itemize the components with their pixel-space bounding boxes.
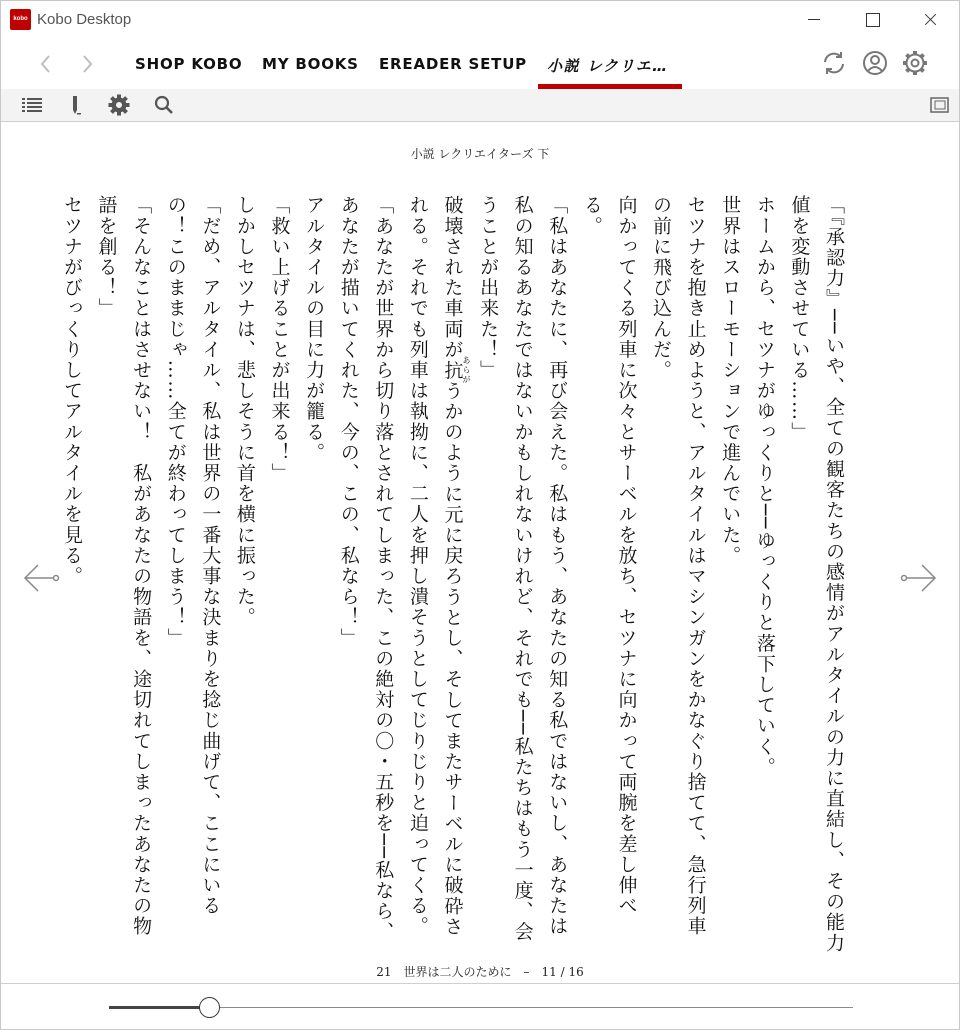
account-icon[interactable]	[860, 48, 890, 78]
progress-slider-track[interactable]	[109, 1007, 853, 1008]
paragraph: 「私はあなたに、再び会えた。私はもう、あなたの知る私ではないし、あなたは私の知るあなたではないかもしれないけれど、それでも──私たちはもう一度、会うことが出来た！」	[477, 195, 569, 943]
search-icon[interactable]	[152, 93, 176, 117]
book-page-text	[60, 195, 851, 955]
kobo-logo-icon: kobo	[10, 9, 31, 30]
paragraph: アルタイルの目に力が籠る。	[303, 195, 326, 463]
settings-gear-icon[interactable]	[900, 48, 930, 78]
reading-toolbar	[1, 89, 959, 122]
tab-current-book[interactable]: 小説 レクリエ…	[547, 57, 669, 75]
book-running-header: 小説 レクリエイターズ 下	[410, 147, 550, 161]
previous-page-icon[interactable]	[21, 561, 61, 595]
reading-area[interactable]	[1, 123, 959, 983]
paragraph: 破壊された車両が抗あらがうかのように元に戻ろうとし、そしてまたサーベルに破砕される。それでも列車は執拗に、二人を押し潰そうとしてじりじりと迫ってくる。	[406, 195, 471, 937]
forward-arrow-icon[interactable]	[77, 53, 97, 75]
paragraph: セツナを抱き止めようと、アルタイルはマシンガンをかなぐり捨てて、急行列車の前に飛び込んだ。	[650, 195, 707, 937]
paragraph: セツナがびっくりしてアルタイルを見る。	[60, 195, 83, 587]
paragraph: 「救い上げることが出来る！」	[268, 195, 291, 484]
paragraph: しかしセツナは、悲しそうに首を横に振った。	[233, 195, 256, 628]
paragraph: 向かってくる列車に次々とサーベルを放ち、セツナに向かって両腕を差し伸べる。	[580, 195, 638, 916]
next-page-icon[interactable]	[899, 561, 939, 595]
progress-bar-area	[1, 983, 959, 1029]
tab-shop-kobo[interactable]: SHOP KOBO	[135, 55, 243, 73]
close-button[interactable]	[901, 1, 959, 39]
paragraph: 「あなたが世界から切り落とされてしまった、この絶対の〇・五秒を──私なら、あなたが描いてくれた、今の、この、私なら！」	[337, 195, 395, 943]
paragraph: 「『承認力』──いや、全ての観客たちの感情がアルタイルの力に直結し、その能力値を変動させている……」	[788, 195, 845, 954]
tab-my-books[interactable]: MY BOOKS	[262, 55, 359, 73]
sync-icon[interactable]	[819, 48, 849, 78]
progress-slider-thumb[interactable]	[199, 997, 220, 1018]
fullscreen-icon[interactable]	[927, 93, 951, 117]
tab-ereader-setup[interactable]: EREADER SETUP	[379, 55, 527, 73]
table-of-contents-icon[interactable]	[20, 93, 44, 117]
back-arrow-icon[interactable]	[36, 53, 56, 75]
paragraph: 「そんなことはさせない！ 私があなたの物語を、途切れてしまったあなたの物語を創る！」	[95, 195, 153, 937]
chapter-page-indicator: 21 世界は二人のために – 11 / 16	[376, 965, 584, 979]
minimize-button[interactable]	[785, 1, 843, 39]
progress-slider-fill	[109, 1006, 209, 1009]
title-bar	[1, 1, 959, 39]
reading-settings-gear-icon[interactable]	[107, 93, 131, 117]
paragraph: 「だめ、アルタイル、私は世界の一番大事な決まりを捻じ曲げて、ここにいるの！このままじゃ……全てが終わってしまう！」	[164, 195, 222, 916]
window-title: Kobo Desktop	[37, 11, 132, 28]
main-nav	[1, 39, 959, 89]
ruby-annotation: 抗あらが	[441, 355, 471, 385]
paragraph: ホームから、セツナがゆっくりと──ゆっくりと落下していく。	[753, 195, 776, 778]
maximize-button[interactable]	[843, 1, 901, 39]
annotations-pen-icon[interactable]	[63, 93, 87, 117]
paragraph: 世界はスローモーションで進んでいた。	[719, 195, 742, 566]
